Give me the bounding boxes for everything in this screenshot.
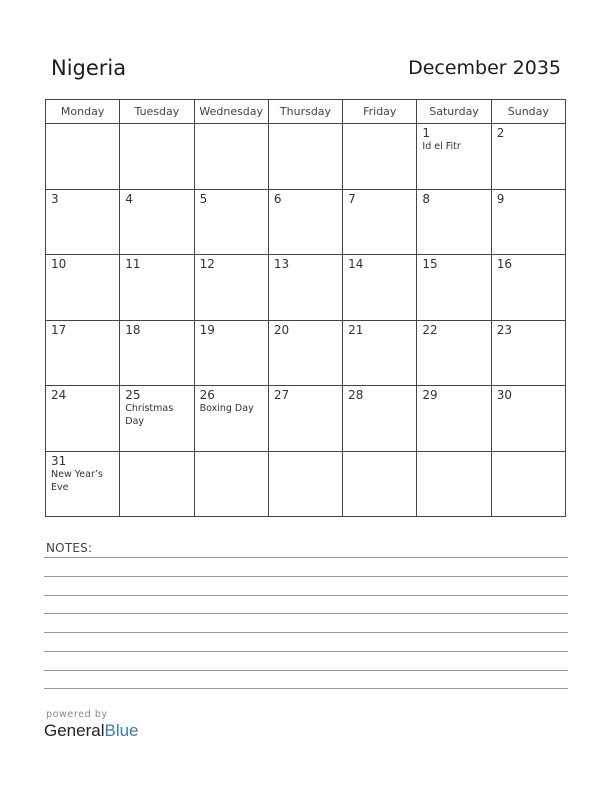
- day-number: 2: [496, 126, 505, 140]
- day-number: 30: [496, 388, 512, 402]
- day-number: 24: [51, 388, 67, 402]
- day-cell: [120, 255, 194, 321]
- day-number: 6: [273, 191, 282, 206]
- day-cell: [194, 189, 268, 255]
- day-cell: [491, 451, 565, 517]
- weekday-header: Sunday: [491, 100, 565, 124]
- day-number: 22: [422, 322, 438, 337]
- day-cell: [417, 386, 491, 452]
- day-cell: [343, 124, 417, 190]
- day-cell: [268, 189, 342, 255]
- holiday-label: Id el Fitr: [422, 141, 461, 152]
- note-line: [44, 632, 568, 633]
- holiday-label: Christmas Day: [125, 403, 174, 427]
- day-cell: [46, 451, 120, 517]
- note-line: [44, 557, 568, 558]
- day-cell: [268, 451, 342, 517]
- day-cell: [268, 320, 342, 386]
- day-number: 1: [422, 126, 431, 140]
- day-number: 27: [273, 388, 290, 402]
- day-cell: [417, 255, 491, 321]
- weekday-header: Tuesday: [120, 100, 194, 124]
- month-title: December 2035: [408, 57, 561, 79]
- day-number: 5: [199, 191, 208, 206]
- week-row: [46, 124, 566, 190]
- weekday-header: Wednesday: [194, 100, 268, 124]
- day-cell: [194, 451, 268, 517]
- day-cell: [343, 451, 417, 517]
- day-cell: [417, 189, 491, 255]
- day-number: 18: [125, 322, 141, 337]
- day-cell: [120, 386, 194, 452]
- day-number: 15: [422, 257, 438, 271]
- powered-by-text: powered by: [46, 709, 108, 720]
- note-line: [44, 651, 568, 652]
- day-number: 26: [199, 388, 215, 402]
- note-line: [44, 595, 568, 596]
- day-cell: [343, 255, 417, 321]
- day-number: 19: [199, 322, 215, 337]
- note-line: [44, 670, 568, 671]
- day-number: 31: [51, 453, 67, 468]
- day-cell: [343, 320, 417, 386]
- day-cell: [343, 386, 417, 452]
- day-number: 23: [496, 322, 512, 337]
- weekday-header: Friday: [343, 100, 417, 124]
- holiday-label: Boxing Day: [199, 403, 254, 414]
- day-cell: [417, 451, 491, 517]
- day-number: 4: [125, 191, 133, 206]
- day-number: 11: [125, 257, 141, 271]
- day-cell: [194, 124, 268, 190]
- week-row: [46, 320, 566, 386]
- note-line: [44, 576, 568, 577]
- brand-blue: Blue: [104, 721, 139, 740]
- day-cell: [491, 189, 565, 255]
- day-number: 9: [496, 191, 505, 206]
- day-number: 20: [273, 322, 290, 337]
- brand-general: General: [44, 721, 105, 740]
- day-cell: [120, 320, 194, 386]
- day-number: 3: [51, 191, 59, 206]
- day-cell: [417, 320, 491, 386]
- day-cell: [120, 124, 194, 190]
- day-number: 13: [273, 257, 290, 271]
- week-row: [46, 189, 566, 255]
- note-line: [44, 688, 568, 689]
- weekday-header-row: [46, 100, 566, 124]
- day-number: 10: [51, 257, 67, 271]
- day-number: 14: [348, 257, 364, 271]
- day-cell: [343, 189, 417, 255]
- day-number: 21: [348, 322, 364, 337]
- calendar-grid: [45, 99, 566, 517]
- holiday-label: New Year’s Eve: [51, 468, 103, 493]
- day-number: 8: [422, 191, 431, 206]
- day-cell: [491, 255, 565, 321]
- country-title: Nigeria: [51, 56, 127, 80]
- brand-logo: [44, 721, 139, 741]
- day-cell: [194, 386, 268, 452]
- day-cell: [120, 189, 194, 255]
- day-cell: [46, 320, 120, 386]
- day-cell: [417, 124, 491, 190]
- day-cell: [491, 124, 565, 190]
- day-number: 25: [125, 388, 141, 402]
- day-cell: [46, 386, 120, 452]
- week-row: [46, 386, 566, 452]
- week-row: [46, 451, 566, 517]
- day-number: 28: [348, 388, 364, 402]
- day-cell: [194, 255, 268, 321]
- day-cell: [268, 124, 342, 190]
- day-cell: [46, 255, 120, 321]
- day-number: 17: [51, 322, 67, 337]
- week-row: [46, 255, 566, 321]
- day-number: 7: [348, 191, 356, 206]
- weekday-header: Thursday: [268, 100, 342, 124]
- day-number: 16: [496, 257, 512, 271]
- day-cell: [46, 124, 120, 190]
- weekday-header: Monday: [46, 100, 120, 124]
- note-line: [44, 613, 568, 614]
- day-cell: [491, 386, 565, 452]
- day-cell: [120, 451, 194, 517]
- day-number: 12: [199, 257, 215, 271]
- day-cell: [491, 320, 565, 386]
- day-cell: [194, 320, 268, 386]
- day-cell: [268, 386, 342, 452]
- notes-label: NOTES:: [46, 541, 93, 555]
- day-cell: [46, 189, 120, 255]
- day-cell: [268, 255, 342, 321]
- weekday-header: Saturday: [417, 100, 491, 124]
- day-number: 29: [422, 388, 438, 402]
